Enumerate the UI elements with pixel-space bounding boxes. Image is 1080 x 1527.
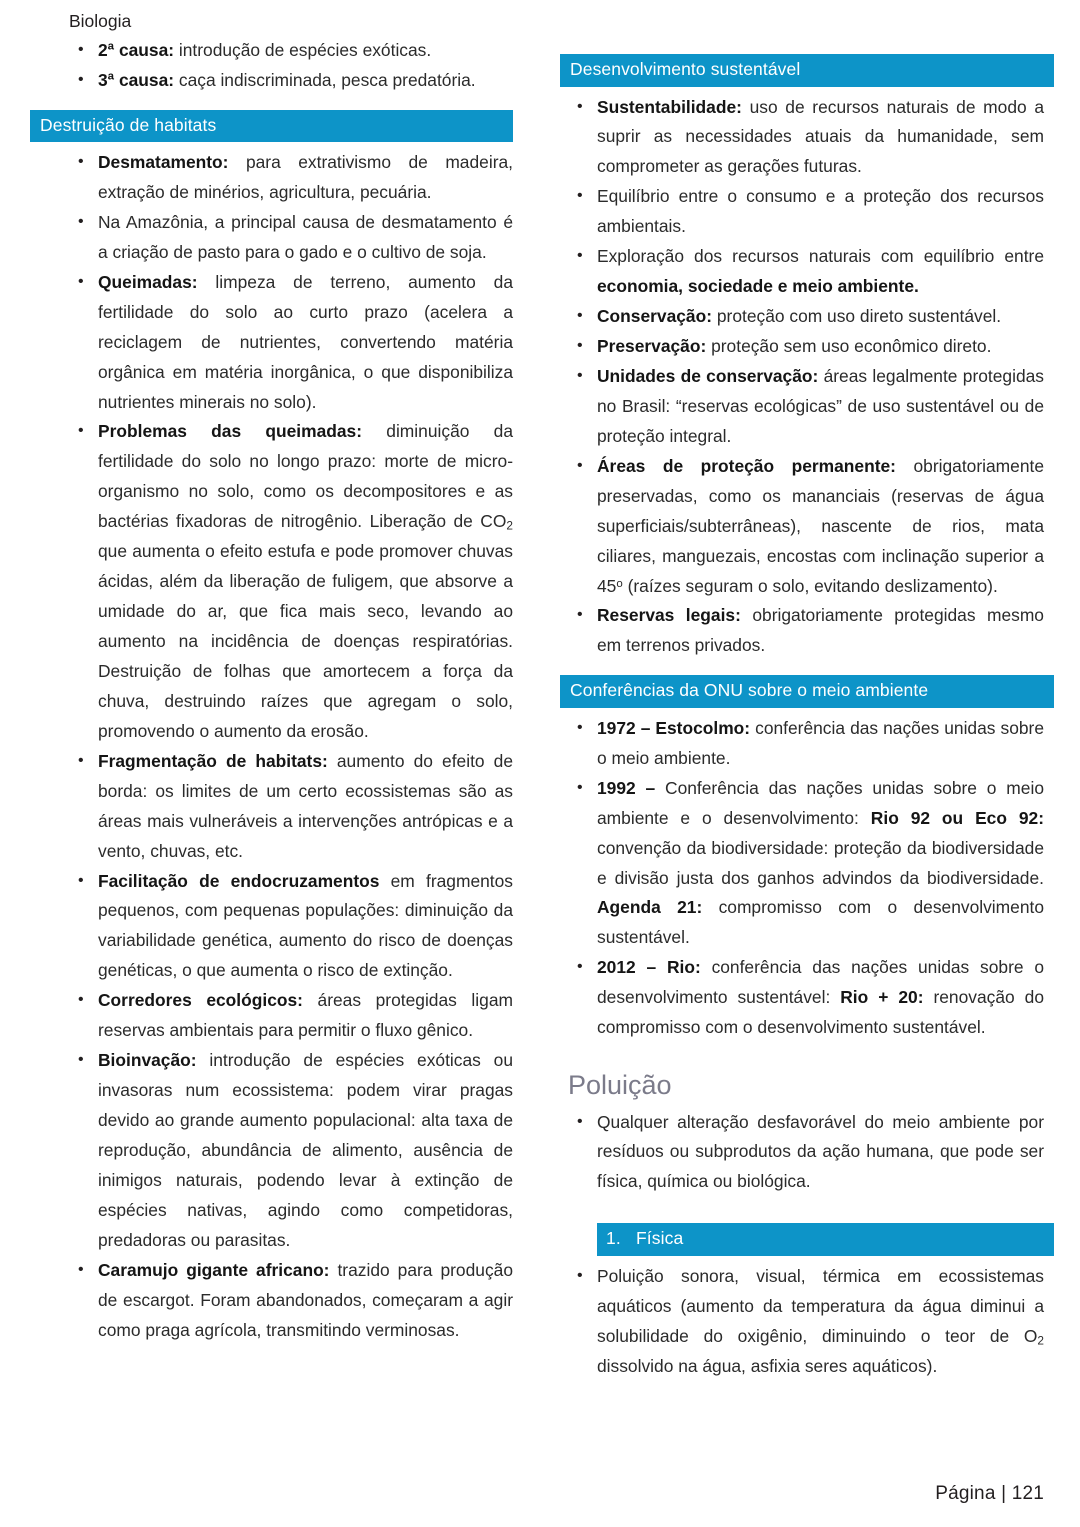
bullet-text: Qualquer alteração desfavorável do meio ambiente por resíduos ou subprodutos da ação humana, que pode ser física, química ou biológica.: [597, 1111, 1044, 1192]
bullet-text-part2: que aumenta o efeito estufa e pode promover chuvas ácidas, além da liberação de fuligem, que absorve a umidade do ar, que fica mais seco, levando ao aumento na incidência de doenças respiratórias. Destruição de folhas que amortecem a força da chuva, destruindo raízes que agregam o solo, promovendo o aumento da erosão.: [98, 541, 513, 741]
list-item: [69, 36, 513, 66]
bullet-text: Equilíbrio entre o consumo e a proteção dos recursos ambientais.: [597, 186, 1044, 237]
list-item: [568, 1108, 1044, 1198]
list-item: [69, 1046, 513, 1256]
list-item: [69, 867, 513, 987]
bullet-text: áreas protegidas ligam reservas ambientais para permitir o fluxo gênico.: [98, 990, 513, 1041]
right-column: [540, 0, 1080, 1382]
bullet-text: aumento do efeito de borda: os limites de um certo ecossistemas são as áreas mais vulneráveis a intervenções antrópicas e a vento, chuvas, etc.: [98, 750, 513, 861]
list-item: [568, 242, 1044, 302]
bullet-text-part2: dissolvido na água, asfixia seres aquáticos).: [597, 1355, 938, 1376]
bullet-text: trazido para produção de escargot. Foram abandonados, começaram a agir como praga agrícola, transmitindo verminosas.: [98, 1259, 513, 1340]
bullet-text: caça indiscriminada, pesca predatória.: [174, 69, 476, 90]
sustentavel-bullet-list: [568, 93, 1044, 662]
list-item: [568, 302, 1044, 332]
subscript-o2: 2: [1037, 1333, 1044, 1348]
bullet-text-part1: Conferência das nações unidas sobre o meio ambiente e o desenvolvimento:: [597, 777, 1044, 828]
bullet-lead: Caramujo gigante africano:: [98, 1259, 330, 1280]
list-item: [568, 362, 1044, 452]
bullet-lead: Unidades de conservação:: [597, 365, 819, 386]
bullet-lead: Queimadas:: [98, 271, 198, 292]
bullet-text: conferência das nações unidas sobre o meio ambiente.: [597, 717, 1045, 768]
left-column: [0, 0, 540, 1346]
poluicao-bullet-list: [568, 1108, 1044, 1198]
bullet-text-part1: conferência das nações unidas sobre o desenvolvimento sustentável:: [597, 957, 1045, 1008]
bullet-text: em fragmentos pequenos, com pequenas populações: diminuição da variabilidade genética, aumento do risco de doenças genéticas, o que aumenta o risco de extinção.: [98, 870, 513, 981]
bullet-lead: 1992 –: [597, 777, 656, 798]
bullet-bold-tail: economia, sociedade e meio ambiente.: [597, 276, 919, 297]
list-item: [69, 148, 513, 208]
list-item: [568, 1262, 1044, 1382]
list-item: [568, 714, 1044, 774]
bullet-bold-agenda21: Agenda 21:: [597, 897, 703, 918]
bullet-text: obrigatoriamente protegidas mesmo em terrenos privados.: [597, 605, 1044, 656]
list-item: [568, 452, 1044, 602]
conferencias-bullet-list: [568, 714, 1044, 1043]
bullet-text: áreas legalmente protegidas no Brasil: “reservas ecológicas” de uso sustentável ou de proteção integral.: [597, 365, 1044, 446]
subsection-number: 1.: [606, 1228, 621, 1249]
bullet-text: introdução de espécies exóticas ou invasoras num ecossistema: podem virar pragas devido ao grande aumento populacional: alta taxa de reprodução, abundância de alimento, ausência de inimigos naturais, podendo levar à extinção de espécies nativas, agindo como competidoras, predadoras ou parasitas.: [98, 1050, 513, 1250]
bullet-text-part1: diminuição da fertilidade do solo no longo prazo: morte de micro-organismo no solo, como os decompositores e as bactérias fixadoras de nitrogênio. Liberação de CO: [98, 421, 513, 532]
list-item: [69, 268, 513, 418]
page-footer: Página | 121: [935, 1483, 1044, 1504]
list-item: [568, 182, 1044, 242]
bullet-lead: Reservas legais:: [597, 605, 741, 626]
bullet-text-part2: convenção da biodiversidade: proteção da biodiversidade e divisão justa dos ganhos advindos da biodiversidade.: [597, 837, 1044, 888]
page-title-poluicao: Poluição: [568, 1070, 672, 1101]
bullet-lead: Fragmentação de habitats:: [98, 750, 328, 771]
section-banner-conferencias-onu: Conferências da ONU sobre o meio ambiente: [560, 675, 1054, 708]
bullet-text-part3: compromisso com o desenvolvimento sustentável.: [597, 897, 1044, 948]
bullet-lead: Corredores ecológicos:: [98, 990, 303, 1011]
bullet-lead: Áreas de proteção permanente:: [597, 455, 896, 476]
bullet-lead: 1972 – Estocolmo:: [597, 717, 751, 738]
list-item: [69, 747, 513, 867]
bullet-lead: Preservação:: [597, 336, 707, 356]
bullet-text: para extrativismo de madeira, extração de minérios, agricultura, pecuária.: [98, 152, 513, 202]
bullet-text-part1: obrigatoriamente preservadas, como os mananciais (reservas de água superficiais/subterrâneas), nascente de rios, mata ciliares, manguezais, encostas com inclinação superior a 45: [597, 455, 1044, 596]
fisica-bullet-list: [568, 1262, 1044, 1382]
section-banner-destruicao-de-habitats: Destruição de habitats: [30, 110, 513, 143]
bullet-text: Na Amazônia, a principal causa de desmatamento é a criação de pasto para o gado e o cultivo de soja.: [98, 211, 513, 262]
bullet-text-part2: renovação do compromisso com o desenvolvimento sustentável.: [597, 987, 1044, 1038]
bullet-lead: 2ª causa:: [98, 39, 175, 60]
subsection-label: Física: [636, 1228, 684, 1249]
subject-heading: Biologia: [69, 11, 132, 31]
subsection-banner-fisica: [597, 1223, 1054, 1256]
bullet-lead: Desmatamento:: [98, 152, 229, 172]
bullet-lead: 3ª causa:: [98, 69, 175, 90]
list-item: [69, 208, 513, 268]
bullet-lead: 2012 – Rio:: [597, 957, 701, 978]
list-item: [69, 66, 513, 96]
list-item: [568, 93, 1044, 183]
list-item: [568, 774, 1044, 954]
list-item: [568, 601, 1044, 661]
list-item: [568, 332, 1044, 362]
bullet-text: introdução de espécies exóticas.: [174, 39, 432, 60]
list-item: [69, 1256, 513, 1346]
bullet-lead: Sustentabilidade:: [597, 96, 742, 117]
bullet-lead: Facilitação de endocruzamentos: [98, 870, 380, 891]
intro-bullet-list: [69, 36, 513, 96]
bullet-bold-rio92: Rio 92 ou Eco 92:: [870, 807, 1044, 828]
bullet-text-part1: Exploração dos recursos naturais com equilíbrio entre: [597, 246, 1044, 267]
bullet-text: proteção sem uso econômico direto.: [706, 336, 992, 356]
bullet-bold-rio20: Rio + 20:: [840, 987, 924, 1008]
subscript-co2: 2: [506, 518, 513, 533]
bullet-text: limpeza de terreno, aumento da fertilidade do solo ao curto prazo (acelera a reciclagem de nutrientes, convertendo matéria orgânica em matéria inorgânica, o que disponibiliza nutrientes minerais no solo).: [98, 271, 513, 412]
bullet-text-part2: (raízes seguram o solo, evitando deslizamento).: [622, 575, 998, 596]
list-item: [568, 953, 1044, 1043]
bullet-lead: Conservação:: [597, 306, 713, 327]
list-item: [69, 986, 513, 1046]
bullet-text: proteção com uso direto sustentável.: [712, 306, 1002, 327]
bullet-lead: Problemas das queimadas:: [98, 421, 363, 442]
bullet-lead: Bioinvação:: [98, 1050, 197, 1071]
superscript-degree: o: [616, 577, 623, 590]
bullet-text-part1: Poluição sonora, visual, térmica em ecossistemas aquáticos (aumento da temperatura da água diminui a solubilidade do oxigênio, diminuindo o teor de O: [597, 1265, 1044, 1346]
bullet-text: uso de recursos naturais de modo a suprir as necessidades atuais da humanidade, sem comprometer as gerações futuras.: [597, 96, 1044, 177]
section-banner-desenvolvimento-sustentavel: Desenvolvimento sustentável: [560, 54, 1054, 87]
list-item: [69, 417, 513, 746]
destruicao-bullet-list: [69, 148, 513, 1346]
